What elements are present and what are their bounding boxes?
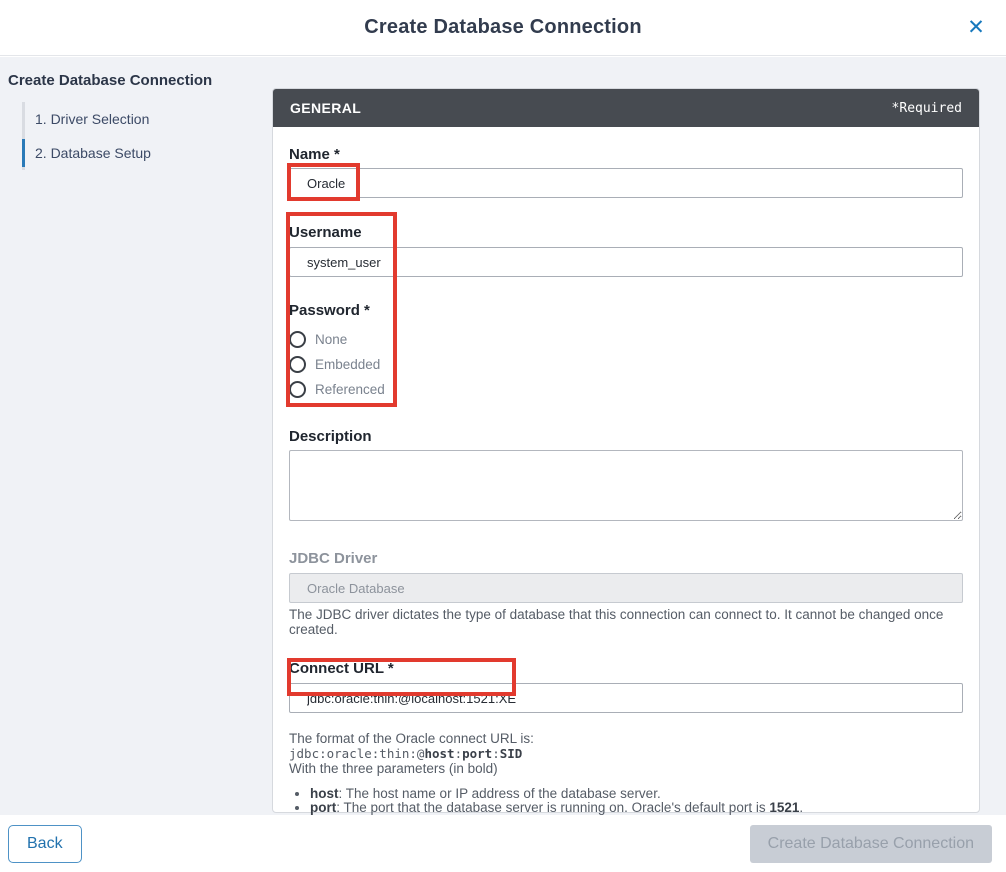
wizard-steps: [22, 102, 258, 170]
radio-unselected-icon: [289, 331, 306, 348]
jdbc-driver-input: [289, 573, 963, 603]
password-label: Password *: [289, 302, 370, 319]
description-textarea[interactable]: [289, 450, 963, 521]
username-input[interactable]: [289, 247, 963, 277]
step-driver-selection-label: 1. Driver Selection: [35, 111, 150, 127]
dialog-header: [0, 0, 1006, 56]
dialog-title: Create Database Connection: [364, 16, 642, 38]
general-section-body: [273, 146, 979, 829]
url-format-pattern: jdbc:oracle:thin:@host:port:SID: [289, 746, 523, 761]
url-format-intro: The format of the Oracle connect URL is:: [289, 731, 534, 746]
password-radio-group: [289, 327, 963, 402]
radio-unselected-icon: [289, 356, 306, 373]
description-label: Description: [289, 428, 372, 445]
step-database-setup[interactable]: [35, 136, 258, 170]
required-note: *Required: [891, 100, 962, 116]
close-icon[interactable]: ✕: [961, 13, 991, 43]
password-option-none-label: None: [315, 332, 348, 347]
password-option-embedded[interactable]: [289, 352, 963, 377]
url-parameter-port: • port: The port that the database server is running on. Oracle's default port is 1521.: [310, 801, 963, 815]
general-section-header: [273, 89, 979, 127]
general-section-panel: [272, 88, 980, 813]
name-label: Name *: [289, 146, 340, 163]
url-parameter-host: • host: The host name or IP address of the database server.: [310, 787, 963, 801]
create-database-connection-button[interactable]: Create Database Connection: [750, 825, 992, 863]
password-option-referenced-label: Referenced: [315, 382, 385, 397]
back-button[interactable]: Back: [8, 825, 82, 863]
connect-url-input[interactable]: [289, 683, 963, 713]
username-label: Username: [289, 224, 362, 241]
wizard-sidebar: [8, 72, 258, 170]
name-input[interactable]: [289, 168, 963, 198]
password-option-referenced[interactable]: [289, 377, 963, 402]
url-format-outro: With the three parameters (in bold): [289, 761, 498, 776]
step-database-setup-label: 2. Database Setup: [35, 145, 151, 161]
jdbc-driver-label: JDBC Driver: [289, 550, 378, 567]
radio-unselected-icon: [289, 381, 306, 398]
section-title: GENERAL: [290, 100, 362, 116]
password-option-none[interactable]: [289, 327, 963, 352]
connect-url-label: Connect URL *: [289, 660, 394, 677]
step-driver-selection[interactable]: [35, 102, 258, 136]
jdbc-driver-help-text: The JDBC driver dictates the type of database that this connection can connect to. It cannot be changed once created.: [289, 607, 944, 637]
wizard-heading: Create Database Connection: [8, 72, 213, 89]
password-option-embedded-label: Embedded: [315, 357, 381, 372]
dialog-footer: [0, 815, 1006, 872]
